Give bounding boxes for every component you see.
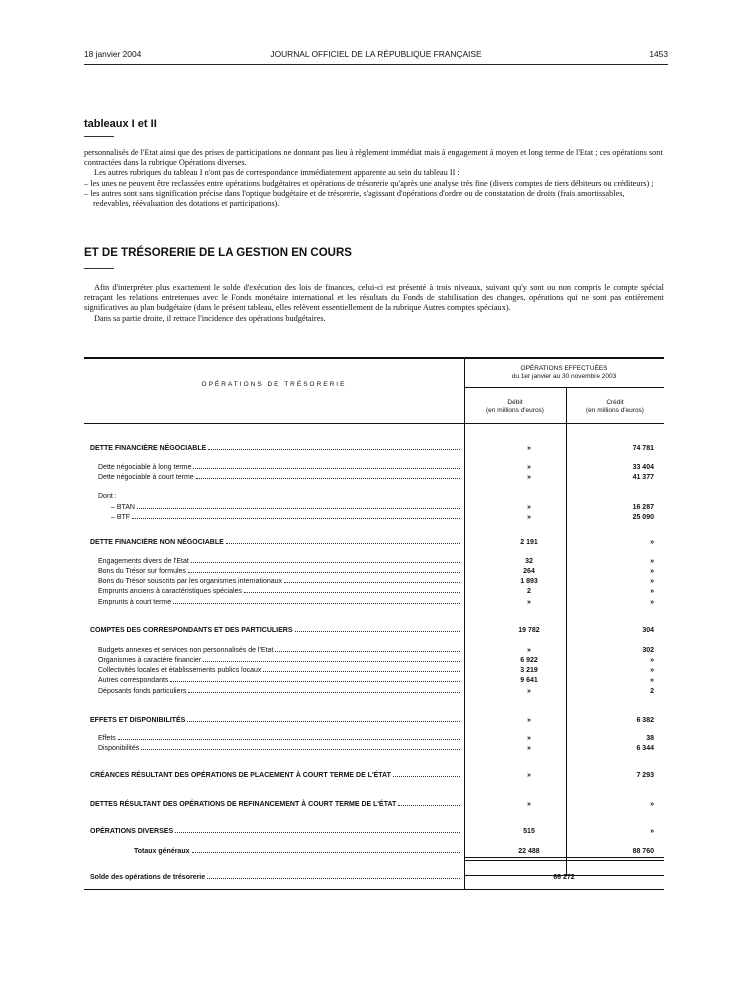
row-debit: » [527,504,531,511]
row-leader-dots [173,603,460,604]
table-row [84,472,664,483]
row-label: DETTES RÉSULTANT DES OPÉRATIONS DE REFINANCEMENT À COURT TERME DE L'ÉTAT [90,801,397,808]
row-label: COMPTES DES CORRESPONDANTS ET DES PARTICULIERS [90,627,293,634]
row-label: Solde des opérations de trésorerie [90,874,206,881]
row-debit: 264 [523,568,535,575]
row-credit: 25 090 [632,514,654,521]
row-leader-dots [393,776,460,777]
table-row [84,799,664,810]
table-header-rule-1 [464,387,664,388]
table-row [84,625,664,636]
table-total-rule-1 [464,857,664,858]
row-label: Déposants fonds particuliers [98,688,187,695]
row-credit: 38 [646,735,654,742]
row-leader-dots [275,651,460,652]
row-debit: » [527,464,531,471]
row-label: EFFETS ET DISPONIBILITÉS [90,717,186,724]
row-label: Bons du Trésor sur formules [98,568,186,575]
row-label: – BTAN [111,504,135,511]
table-row [84,826,664,837]
row-label: – BTF [111,514,131,521]
row-label: Organismes à caractère financier [98,657,202,664]
row-credit: » [650,558,654,565]
row-label: Emprunts à court terme [98,599,172,606]
row-leader-dots [188,692,460,693]
table-row [84,872,664,883]
table-row [84,443,664,454]
row-debit: » [527,647,531,654]
section1-bullet2: – les autres sont sans signification précise dans l'optique budgétaire et de trésorerie, s'agissant d'opérations d'ordre ou de constatation de droits (frais amortissables, redevables, réévaluation des dotations et participations). [84,188,625,209]
col-header-debit-unit: (en millions d'euros) [486,407,544,414]
row-credit: » [650,667,654,674]
table-row [84,715,664,726]
row-debit: 6 922 [520,657,538,664]
row-debit: 1 893 [520,578,538,585]
table-row [84,846,664,857]
row-leader-dots [203,661,460,662]
row-debit: 32 [525,558,533,565]
row-leader-dots [191,562,460,563]
row-leader-dots [132,518,460,519]
row-solde: 66 272 [553,874,575,881]
section2-text [84,283,664,324]
col-header-debit: Débit [507,399,523,406]
row-debit: 2 [527,588,531,595]
section2-title: ET DE TRÉSORERIE DE LA GESTION EN COURS [84,247,352,259]
row-label: CRÉANCES RÉSULTANT DES OPÉRATIONS DE PLACEMENT À COURT TERME DE L'ÉTAT [90,772,391,779]
row-credit: 16 287 [632,504,654,511]
row-debit: » [527,801,531,808]
row-label: DETTE FINANCIÈRE NON NÉGOCIABLE [90,539,224,546]
header-page-number: 1453 [649,49,668,59]
row-label: Collectivités locales et établissements publics locaux [98,667,262,674]
row-leader-dots [170,681,460,682]
section1-text [84,148,664,209]
row-label: Engagements divers de l'Etat [98,558,189,565]
row-leader-dots [187,721,460,722]
row-credit: 88 760 [632,848,654,855]
row-label: Emprunts anciens à caractéristiques spéciales [98,588,242,595]
table-row [84,743,664,754]
row-debit: 19 782 [518,627,540,634]
table-header-rule-2 [84,423,664,424]
row-debit: 3 219 [520,667,538,674]
row-credit: » [650,568,654,575]
row-credit: 33 404 [632,464,654,471]
row-debit: » [527,717,531,724]
col-header-period: du 1er janvier au 30 novembre 2003 [511,373,617,380]
table-total-rule-2 [464,860,664,861]
row-label: OPÉRATIONS DIVERSES [90,828,174,835]
row-credit: 6 344 [636,745,654,752]
row-label: Dette négociable à long terme [98,464,192,471]
table-row [84,770,664,781]
table-row [84,512,664,523]
row-debit: 22 488 [518,848,540,855]
section2-para1: Afin d'interpréter plus exactement le solde d'exécution des lois de finances, celui-ci est présenté à trois niveaux, suivant qu'y sont ou non compris le compte spécial retraçant les relations entretenues avec le Fonds monétaire international et les résultats du Fonds de stabilisation des changes, opérations qui ne sont pas entièrement significatives au plan budgétaire (dans le présent tableau, elles relèvent essentiellement de la rubrique Autres comptes spéciaux). [84,283,664,313]
row-leader-dots [188,572,460,573]
row-leader-dots [244,592,460,593]
table-row [84,675,664,686]
row-debit: » [527,772,531,779]
row-credit: » [650,539,654,546]
row-leader-dots [284,582,460,583]
row-credit: 2 [650,688,654,695]
section1-title: tableaux I et II [84,118,157,130]
header-rule [84,64,668,65]
row-credit: » [650,588,654,595]
row-leader-dots [207,878,460,879]
row-credit: » [650,677,654,684]
table-row [84,491,664,502]
row-credit: » [650,801,654,808]
row-debit: » [527,514,531,521]
col-header-operations: OPÉRATIONS DE TRÉSORERIE [201,381,347,388]
row-credit: 7 293 [636,772,654,779]
row-label: Dont : [98,493,117,500]
row-leader-dots [208,449,460,450]
row-debit: 2 191 [520,539,538,546]
page-header [84,49,668,63]
section1-rule [84,136,114,137]
row-label: Budgets annexes et services non personnalisés de l'Etat [98,647,274,654]
table-row [84,597,664,608]
row-label: Effets [98,735,116,742]
row-debit: » [527,735,531,742]
row-credit: 41 377 [632,474,654,481]
header-journal-title: JOURNAL OFFICIEL DE LA RÉPUBLIQUE FRANÇAISE [270,49,482,59]
row-debit: » [527,688,531,695]
row-debit: 9 641 [520,677,538,684]
table-row [84,537,664,548]
section2-para2: Dans sa partie droite, il retrace l'incidence des opérations budgétaires. [94,313,326,323]
row-credit: 304 [642,627,654,634]
row-credit: » [650,599,654,606]
row-leader-dots [192,852,460,853]
row-debit: » [527,745,531,752]
row-leader-dots [263,671,460,672]
row-leader-dots [295,631,460,632]
row-debit: » [527,474,531,481]
row-credit: » [650,657,654,664]
row-leader-dots [175,832,460,833]
table-row [84,586,664,597]
row-label: Totaux généraux [134,848,190,855]
row-credit: 74 781 [632,445,654,452]
section1-para2: Les autres rubriques du tableau I n'ont pas de correspondance immédiatement apparente au sein du tableau II : [94,168,460,178]
row-leader-dots [137,508,460,509]
table-row [84,686,664,697]
row-label: Dette négociable à court terme [98,474,194,481]
row-credit: » [650,828,654,835]
header-date: 18 janvier 2004 [84,49,142,59]
row-label: DETTE FINANCIÈRE NÉGOCIABLE [90,445,207,452]
section2-rule [84,268,114,269]
row-credit: 302 [642,647,654,654]
section1-bullet1: – les unes ne peuvent être reclassées entre opérations budgétaires et opérations de trésorerie qu'après une analyse très fine (divers comptes de tiers débiteurs ou créditeurs) ; [84,178,654,188]
row-leader-dots [226,543,460,544]
section1-para1: personnalisés de l'Etat ainsi que des prises de participations ne donnant pas lieu à règlement immédiat mais à engagement à moyen et long terme de l'Etat ; ces opérations sont contractées dans la rubrique Opérations diverses. [84,148,663,168]
row-label: Bons du Trésor souscrits par les organismes internationaux [98,578,283,585]
col-header-effectuees: OPÉRATIONS EFFECTUÉES [520,365,608,372]
row-leader-dots [141,749,460,750]
row-label: Disponibilités [98,745,140,752]
treasury-operations-table [84,357,664,890]
row-label: Autres correspondants [98,677,169,684]
row-leader-dots [193,468,460,469]
row-debit: 515 [523,828,535,835]
row-debit: » [527,599,531,606]
row-leader-dots [118,739,460,740]
row-leader-dots [398,805,460,806]
col-header-credit-unit: (en millions d'euros) [586,407,644,414]
row-leader-dots [196,478,460,479]
row-credit: 6 382 [636,717,654,724]
row-credit: » [650,578,654,585]
col-header-credit: Crédit [606,399,624,406]
row-debit: » [527,445,531,452]
